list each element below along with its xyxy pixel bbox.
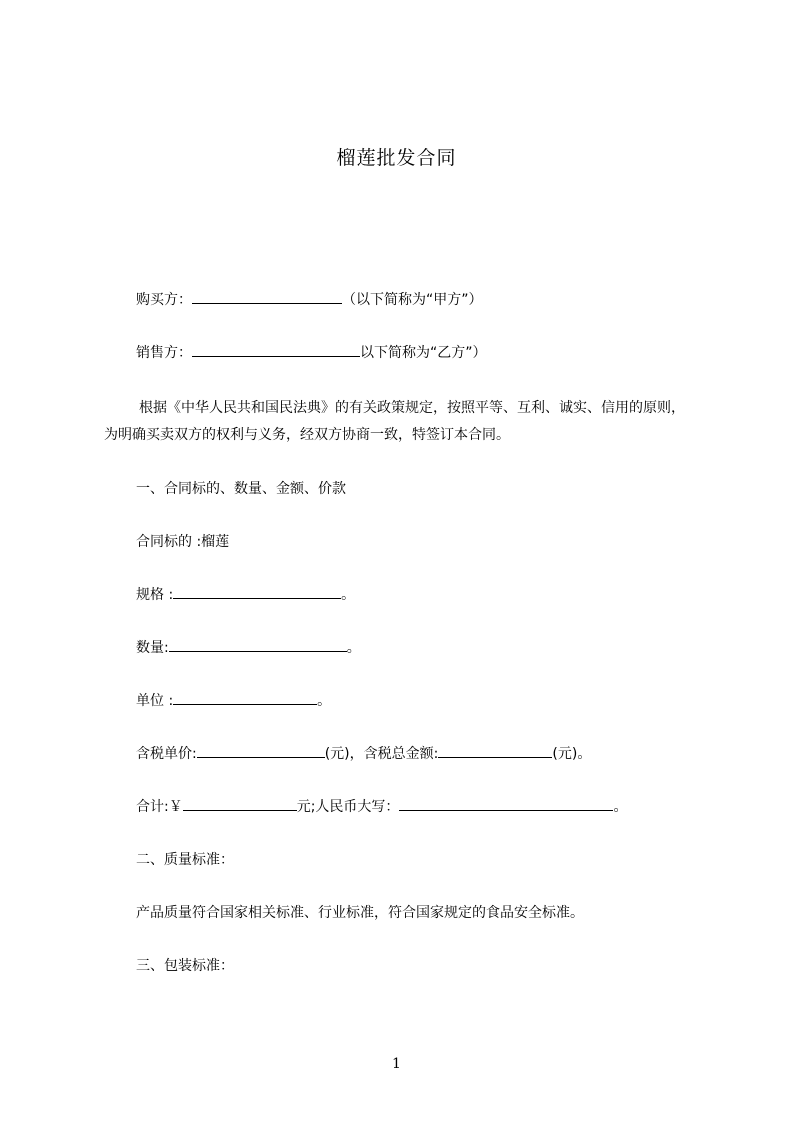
spec-blank[interactable] [173, 585, 341, 599]
seller-label: 销售方： [136, 345, 192, 361]
sum-label: 合计:￥ [136, 799, 183, 815]
unit-line [136, 691, 331, 711]
unit-price-label: 含税单价: [136, 746, 197, 762]
sum-line [136, 797, 627, 817]
unit-price-blank[interactable] [197, 744, 325, 758]
unit-price-yuan: (元)， [324, 746, 364, 762]
document-title: 榴莲批发合同 [336, 147, 457, 169]
sum-period: 。 [613, 799, 628, 815]
section3-heading: 三、包装标准： [136, 958, 234, 974]
section1-heading: 一、合同标的、数量、金额、价款 [136, 481, 346, 497]
seller-line [136, 343, 487, 363]
price-line [136, 744, 591, 764]
seller-note: 以下简称为“乙方”） [360, 345, 487, 361]
unit-period: 。 [317, 693, 332, 709]
intro-paragraph: 根据《中华人民共和国民法典》的有关政策规定，按照平等、互利、诚实、信用的原则，为明确买卖双方的权利与义务，经双方协商一致，特签订本合同。 [104, 400, 685, 443]
contract-subject: 合同标的 :榴莲 [136, 534, 230, 550]
quantity-period: 。 [346, 640, 361, 656]
page-number: 1 [392, 1056, 401, 1072]
sum-capital-blank[interactable] [399, 797, 613, 811]
buyer-blank[interactable] [192, 290, 342, 304]
quantity-blank[interactable] [169, 638, 347, 652]
sum-blank[interactable] [183, 797, 297, 811]
buyer-note: （以下简称为“甲方”） [342, 292, 483, 308]
spec-line [136, 585, 355, 605]
unit-label: 单位 : [136, 693, 174, 709]
total-amount-label: 含税总金额: [363, 746, 439, 762]
section2-text: 产品质量符合国家相关标准、行业标准，符合国家规定的食品安全标准。 [136, 905, 584, 921]
buyer-label: 购买方： [136, 292, 192, 308]
spec-period: 。 [341, 587, 356, 603]
quantity-label: 数量: [136, 640, 169, 656]
quantity-line [136, 638, 361, 658]
total-amount-blank[interactable] [438, 744, 552, 758]
spec-label: 规格 : [136, 587, 174, 603]
section2-heading: 二、质量标准： [136, 852, 234, 868]
sum-mid-label: 元;人民币大写： [296, 799, 400, 815]
price-period: 。 [577, 746, 592, 762]
buyer-line [136, 290, 483, 310]
total-amount-yuan: (元) [552, 746, 578, 762]
unit-blank[interactable] [173, 691, 317, 705]
seller-blank[interactable] [192, 343, 360, 357]
